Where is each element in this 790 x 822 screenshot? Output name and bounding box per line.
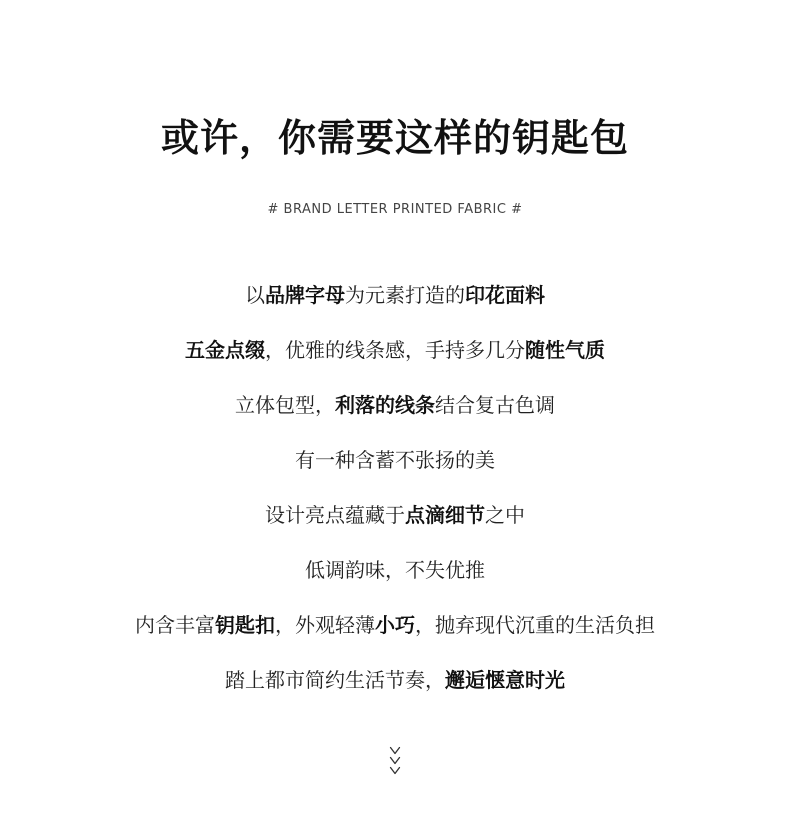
highlight-text: 五金点缀 xyxy=(185,338,265,362)
body-text: 之中 xyxy=(485,503,525,527)
description-lines xyxy=(0,280,790,720)
description-line xyxy=(0,610,790,665)
body-text: 内含丰富 xyxy=(135,613,215,637)
body-text: ，优雅的线条感，手持多几分 xyxy=(265,338,525,362)
body-text: 有一种含蓄不张扬的美 xyxy=(295,448,495,472)
highlight-text: 品牌字母 xyxy=(265,283,345,307)
highlight-text: 点滴细节 xyxy=(405,503,485,527)
highlight-text: 小巧 xyxy=(375,613,415,637)
highlight-text: 随性气质 xyxy=(525,338,605,362)
body-text: 低调韵味，不失优推 xyxy=(305,558,485,582)
body-text: 设计亮点蕴藏于 xyxy=(265,503,405,527)
description-line xyxy=(0,445,790,500)
chevron-down-icon xyxy=(389,746,401,756)
description-line xyxy=(0,280,790,335)
description-line xyxy=(0,335,790,390)
chevron-down-icon xyxy=(389,766,401,776)
body-text: ，抛弃现代沉重的生活负担 xyxy=(415,613,655,637)
chevron-down-icon xyxy=(389,756,401,766)
page-title: 或许，你需要这样的钥匙包 xyxy=(160,116,629,160)
page-subtitle: # BRAND LETTER PRINTED FABRIC # xyxy=(267,202,523,217)
body-text: 以 xyxy=(245,283,265,307)
body-text: 为元素打造的 xyxy=(345,283,465,307)
highlight-text: 钥匙扣 xyxy=(215,613,275,637)
scroll-down-indicator xyxy=(385,746,405,776)
description-line xyxy=(0,390,790,445)
description-line xyxy=(0,500,790,555)
body-text: 结合复古色调 xyxy=(435,393,555,417)
description-line xyxy=(0,665,790,720)
body-text: 立体包型， xyxy=(235,393,335,417)
description-line xyxy=(0,555,790,610)
highlight-text: 邂逅惬意时光 xyxy=(445,668,565,692)
highlight-text: 利落的线条 xyxy=(335,393,435,417)
body-text: ，外观轻薄 xyxy=(275,613,375,637)
highlight-text: 印花面料 xyxy=(465,283,545,307)
body-text: 踏上都市简约生活节奏， xyxy=(225,668,445,692)
